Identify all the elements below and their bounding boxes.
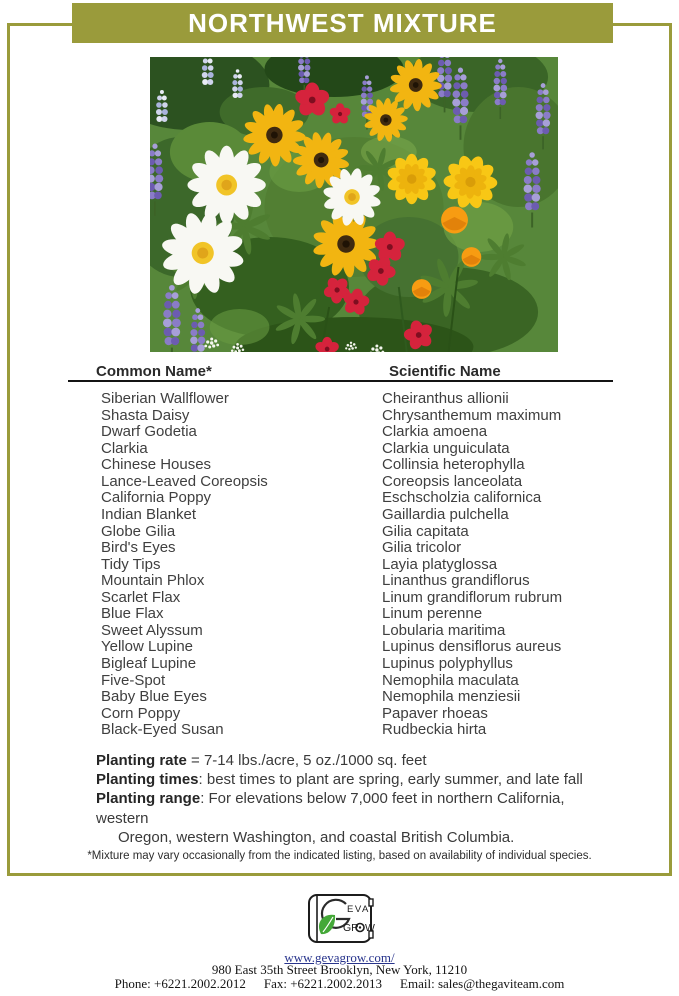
scientific-name-cell: Papaver rhoeas (382, 704, 488, 722)
planting-times-label: Planting times (96, 771, 199, 789)
common-name-cell: Sweet Alyssum (101, 621, 203, 639)
planting-range-label: Planting range (96, 790, 201, 808)
table-row (101, 507, 641, 524)
common-name-cell: Scarlet Flax (101, 588, 181, 606)
planting-range-continuation: Oregon, western Washington, and coastal British Columbia. (118, 828, 515, 846)
contact-line (0, 977, 679, 992)
brand-logo (301, 889, 379, 949)
table-row (101, 590, 641, 607)
scientific-name-cell: Lupinus polyphyllus (382, 655, 513, 672)
scientific-name-cell: Gilia tricolor (382, 539, 462, 557)
mixture-disclaimer: *Mixture may vary occasionally from the indicated listing, based on availability of individual species. (87, 850, 592, 862)
common-name-cell: Yellow Lupine (101, 638, 194, 656)
planting-range-line (96, 789, 626, 808)
scientific-name-cell: Lobularia maritima (382, 621, 506, 639)
column-header-common-name: Common Name* (96, 363, 212, 380)
logo-text-w: W (365, 922, 375, 934)
planting-times-line (96, 770, 626, 789)
common-name-cell: Lance-Leaved Coreopsis (101, 472, 268, 490)
table-row (101, 573, 641, 590)
common-name-cell: Indian Blanket (101, 505, 197, 523)
scientific-name-cell: Cheiranthus allionii (382, 390, 509, 407)
common-name-cell: California Poppy (101, 489, 212, 507)
page-title: NORTHWEST MIXTURE (188, 7, 497, 38)
website-link[interactable]: www.gevagrow.com/ (284, 950, 395, 965)
scientific-name-cell: Layia platyglossa (382, 555, 498, 573)
table-row (101, 656, 641, 673)
planting-info (96, 751, 626, 847)
table-row (101, 408, 641, 425)
common-name-cell: Globe Gilia (101, 522, 176, 540)
email-address: Email: sales@thegaviteam.com (400, 976, 565, 991)
table-row (101, 391, 641, 408)
scientific-name-cell: Linum grandiflorum rubrum (382, 588, 563, 606)
gevagrow-logo (301, 889, 379, 949)
common-name-cell: Chinese Houses (101, 456, 212, 474)
scientific-name-cell: Gilia capitata (382, 522, 469, 540)
scientific-name-cell: Gaillardia pulchella (382, 505, 509, 523)
common-name-cell: Dwarf Godetia (101, 423, 197, 441)
table-row (101, 474, 641, 491)
phone-number: Phone: +6221.2002.2012 (114, 976, 246, 991)
planting-range-text: : For elevations below 7,000 feet in northern California, (200, 790, 565, 808)
planting-rate-line (96, 751, 626, 770)
header-banner (72, 3, 613, 43)
table-header-rule (68, 380, 613, 382)
scientific-name-cell: Linum perenne (382, 605, 483, 623)
table-row (101, 689, 641, 706)
common-name-cell: Siberian Wallflower (101, 390, 229, 407)
common-name-cell: Black-Eyed Susan (101, 721, 224, 739)
logo-text-gr: GR (343, 922, 359, 934)
table-row (101, 524, 641, 541)
table-row (101, 706, 641, 723)
common-name-cell: Blue Flax (101, 605, 164, 623)
scientific-name-cell: Lupinus densiflorus aureus (382, 638, 562, 656)
table-row (101, 540, 641, 557)
common-name-cell: Mountain Phlox (101, 572, 205, 590)
planting-range-wrap: western (96, 809, 149, 827)
species-table-rows (101, 391, 641, 739)
scientific-name-cell: Clarkia unguiculata (382, 439, 510, 457)
table-row (101, 606, 641, 623)
common-name-cell: Bird's Eyes (101, 539, 176, 557)
table-row (101, 490, 641, 507)
scientific-name-cell: Coreopsis lanceolata (382, 472, 523, 490)
table-row (101, 623, 641, 640)
table-row (101, 457, 641, 474)
scientific-name-cell: Clarkia amoena (382, 423, 488, 441)
scientific-name-cell: Linanthus grandiflorus (382, 572, 530, 590)
scientific-name-cell: Chrysanthemum maximum (382, 406, 562, 424)
planting-times-text: : best times to plant are spring, early summer, and late fall (198, 771, 583, 789)
logo-text-eva: EVA (347, 904, 370, 915)
table-row (101, 441, 641, 458)
common-name-cell: Clarkia (101, 439, 148, 457)
scientific-name-cell: Nemophila menziesii (382, 688, 521, 706)
scientific-name-cell: Collinsia heterophylla (382, 456, 525, 474)
table-row (101, 557, 641, 574)
common-name-cell: Corn Poppy (101, 704, 181, 722)
common-name-cell: Tidy Tips (101, 555, 161, 573)
scientific-name-cell: Eschscholzia californica (382, 489, 542, 507)
common-name-cell: Bigleaf Lupine (101, 655, 197, 672)
wildflower-photo (150, 57, 558, 352)
address-line: 980 East 35th Street Brooklyn, New York, 11210 (211, 962, 468, 977)
planting-rate-text: = 7-14 lbs./acre, 5 oz./1000 sq. feet (186, 752, 427, 769)
column-header-scientific-name: Scientific Name (389, 363, 501, 380)
wildflower-photo-illustration (150, 57, 558, 352)
table-row (101, 673, 641, 690)
common-name-cell: Five-Spot (101, 671, 166, 689)
fax-number: Fax: +6221.2002.2013 (263, 976, 383, 991)
planting-rate-label: Planting rate (96, 752, 187, 769)
common-name-cell: Shasta Daisy (101, 406, 190, 424)
table-row (101, 722, 641, 739)
scientific-name-cell: Nemophila maculata (382, 671, 519, 689)
common-name-cell: Baby Blue Eyes (101, 688, 207, 706)
table-row (101, 639, 641, 656)
scientific-name-cell: Rudbeckia hirta (382, 721, 487, 739)
table-row (101, 424, 641, 441)
